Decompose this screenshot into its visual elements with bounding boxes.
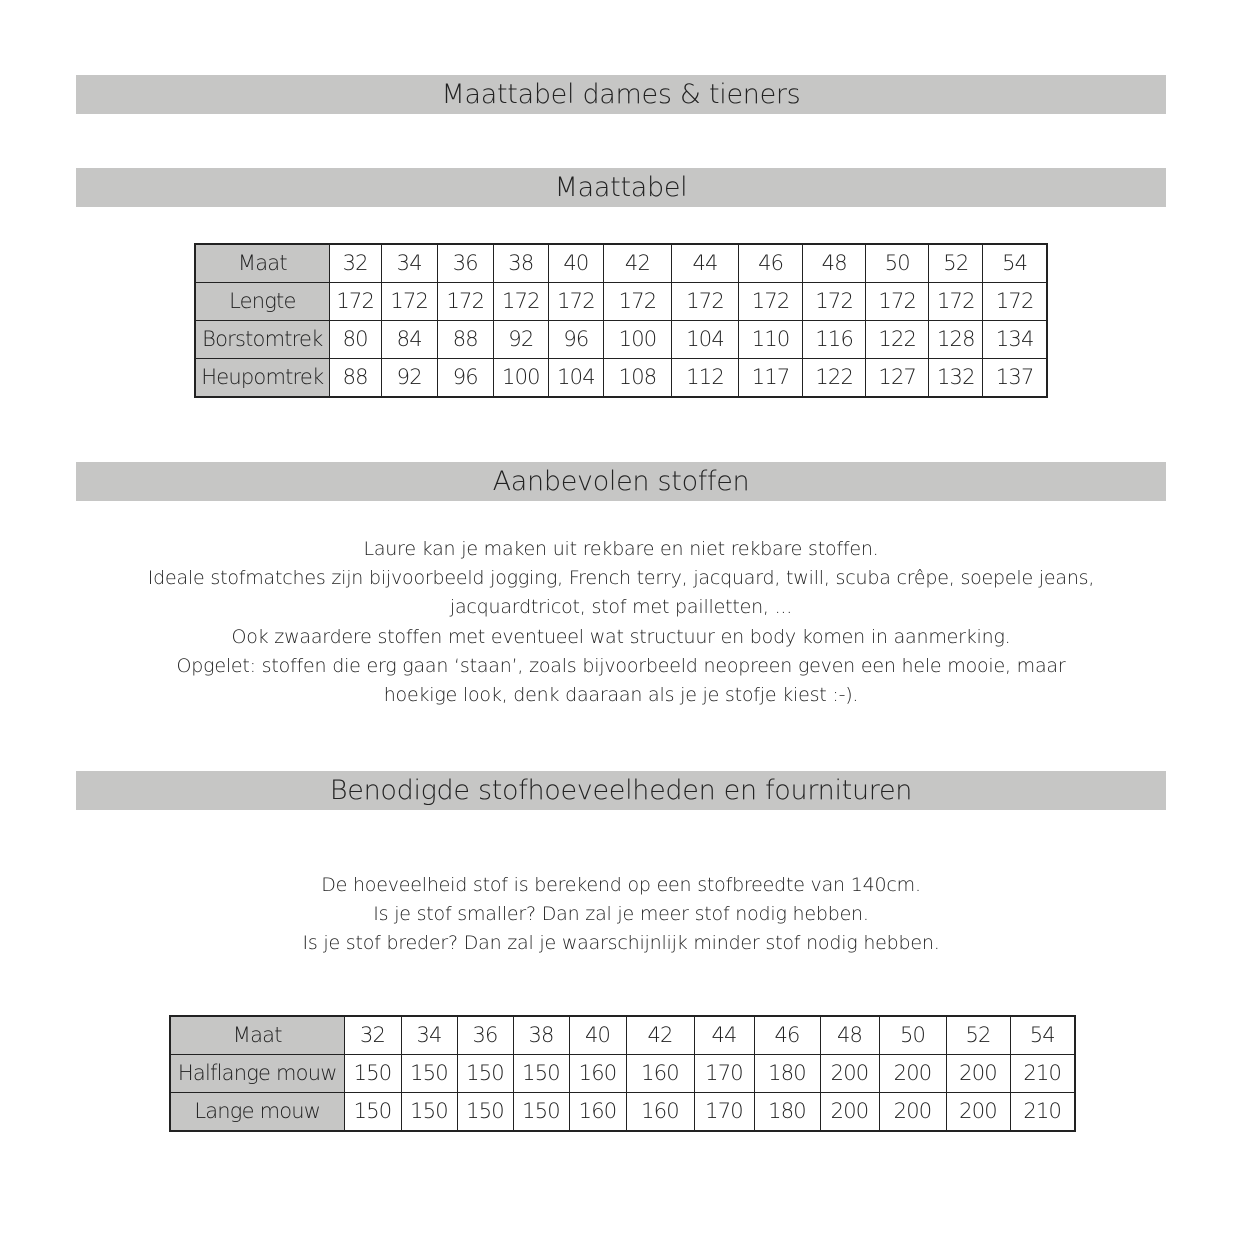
table-cell: 160 [626, 1055, 694, 1093]
fabrics-line: Laure kan je maken uit rekbare en niet rekbare stoffen. [363, 538, 879, 560]
table-cell: 80 [329, 321, 381, 359]
table-cell: 172 [672, 283, 739, 321]
fabrics-line: hoekige look, denk daaraan als je je stofje kiest :-). [383, 684, 859, 707]
table-cell: 54 [983, 244, 1047, 283]
table-cell: 44 [672, 244, 739, 283]
table-cell: 34 [381, 244, 437, 283]
table-cell: 38 [513, 1016, 569, 1055]
table-cell: 180 [754, 1055, 820, 1093]
table-cell: 32 [344, 1016, 401, 1055]
table-cell: 200 [879, 1055, 946, 1093]
section-heading-stofhoeveelheden: Benodigde stofhoeveelheden en fournituren [76, 771, 1166, 810]
document-title: Maattabel dames & tieners [76, 75, 1166, 114]
table-cell: 128 [929, 321, 983, 359]
table-cell: 92 [381, 359, 437, 398]
table-cell: 48 [803, 244, 866, 283]
row-header: Maat [170, 1016, 344, 1055]
table-cell: 200 [946, 1055, 1010, 1093]
table-cell: 160 [569, 1093, 626, 1132]
table-cell: 160 [569, 1055, 626, 1093]
fabrics-line: Ook zwaardere stoffen met eventueel wat structuur en body komen in aanmerking. [231, 625, 1011, 648]
table-cell: 48 [820, 1016, 879, 1055]
table-cell: 84 [381, 321, 437, 359]
table-cell: 52 [946, 1016, 1010, 1055]
table-cell: 104 [548, 359, 603, 398]
fabrics-text [76, 535, 1166, 710]
table-row [170, 1093, 1075, 1132]
table-cell: 200 [879, 1093, 946, 1132]
table-cell: 172 [929, 283, 983, 321]
table-cell: 200 [820, 1055, 879, 1093]
table-cell: 172 [866, 283, 929, 321]
table-cell: 210 [1010, 1093, 1075, 1132]
table-cell: 150 [513, 1055, 569, 1093]
fabrics-line: jacquardtricot, stof met pailletten, ... [449, 596, 793, 619]
table-row [170, 1016, 1075, 1055]
table-row [195, 283, 1047, 321]
section-heading-aanbevolen-stoffen: Aanbevolen stoffen [76, 462, 1166, 501]
table-cell: 137 [983, 359, 1047, 398]
table-cell: 100 [493, 359, 548, 398]
table-cell: 127 [866, 359, 929, 398]
table-cell: 170 [694, 1055, 754, 1093]
table-cell: 172 [381, 283, 437, 321]
table-cell: 172 [437, 283, 493, 321]
table-cell: 172 [603, 283, 671, 321]
table-cell: 44 [694, 1016, 754, 1055]
table-cell: 122 [803, 359, 866, 398]
table-cell: 92 [493, 321, 548, 359]
table-cell: 108 [603, 359, 671, 398]
table-cell: 150 [344, 1093, 401, 1132]
table-cell: 160 [626, 1093, 694, 1132]
table-cell: 42 [626, 1016, 694, 1055]
table-cell: 38 [493, 244, 548, 283]
amounts-line: De hoeveelheid stof is berekend op een stofbreedte van 140cm. [321, 874, 921, 896]
table-cell: 170 [694, 1093, 754, 1132]
table-cell: 52 [929, 244, 983, 283]
fabrics-line: Ideale stofmatches zijn bijvoorbeeld jogging, French terry, jacquard, twill, scuba crêpe, soepele jeans, [147, 567, 1095, 590]
table-cell: 36 [457, 1016, 513, 1055]
row-header: Halflange mouw [170, 1055, 344, 1093]
table-cell: 150 [457, 1055, 513, 1093]
row-header: Lange mouw [170, 1093, 344, 1132]
table-cell: 50 [866, 244, 929, 283]
table-cell: 134 [983, 321, 1047, 359]
table-cell: 54 [1010, 1016, 1075, 1055]
size-table [194, 243, 1048, 398]
amounts-line: Is je stof smaller? Dan zal je meer stof nodig hebben. [373, 903, 869, 926]
table-cell: 200 [946, 1093, 1010, 1132]
table-cell: 50 [879, 1016, 946, 1055]
table-cell: 200 [820, 1093, 879, 1132]
table-cell: 122 [866, 321, 929, 359]
table-row [195, 244, 1047, 283]
table-cell: 172 [493, 283, 548, 321]
table-cell: 150 [344, 1055, 401, 1093]
table-cell: 150 [401, 1055, 457, 1093]
table-cell: 34 [401, 1016, 457, 1055]
table-cell: 96 [437, 359, 493, 398]
table-cell: 88 [329, 359, 381, 398]
table-cell: 110 [739, 321, 803, 359]
table-cell: 104 [672, 321, 739, 359]
row-header: Maat [195, 244, 329, 283]
table-cell: 132 [929, 359, 983, 398]
table-cell: 172 [803, 283, 866, 321]
row-header: Lengte [195, 283, 329, 321]
table-cell: 42 [603, 244, 671, 283]
table-cell: 46 [739, 244, 803, 283]
table-row [170, 1055, 1075, 1093]
table-row [195, 359, 1047, 398]
table-cell: 88 [437, 321, 493, 359]
fabrics-line: Opgelet: stoffen die erg gaan ‘staan’, zoals bijvoorbeeld neopreen geven een hele mooie, maar [176, 654, 1066, 677]
table-cell: 172 [329, 283, 381, 321]
table-cell: 172 [983, 283, 1047, 321]
table-cell: 150 [457, 1093, 513, 1132]
amounts-line: Is je stof breder? Dan zal je waarschijnlijk minder stof nodig hebben. [302, 932, 940, 955]
row-header: Heupomtrek [195, 359, 329, 398]
table-cell: 96 [548, 321, 603, 359]
table-cell: 150 [401, 1093, 457, 1132]
row-header: Borstomtrek [195, 321, 329, 359]
table-cell: 40 [548, 244, 603, 283]
table-row [195, 321, 1047, 359]
section-heading-maattabel: Maattabel [76, 168, 1166, 207]
table-cell: 46 [754, 1016, 820, 1055]
table-cell: 210 [1010, 1055, 1075, 1093]
table-cell: 116 [803, 321, 866, 359]
table-cell: 150 [513, 1093, 569, 1132]
table-cell: 180 [754, 1093, 820, 1132]
table-cell: 32 [329, 244, 381, 283]
table-cell: 172 [739, 283, 803, 321]
fabric-amount-table [169, 1015, 1076, 1132]
table-cell: 112 [672, 359, 739, 398]
table-cell: 172 [548, 283, 603, 321]
amounts-text [76, 871, 1166, 959]
table-cell: 100 [603, 321, 671, 359]
table-cell: 40 [569, 1016, 626, 1055]
table-cell: 117 [739, 359, 803, 398]
table-cell: 36 [437, 244, 493, 283]
